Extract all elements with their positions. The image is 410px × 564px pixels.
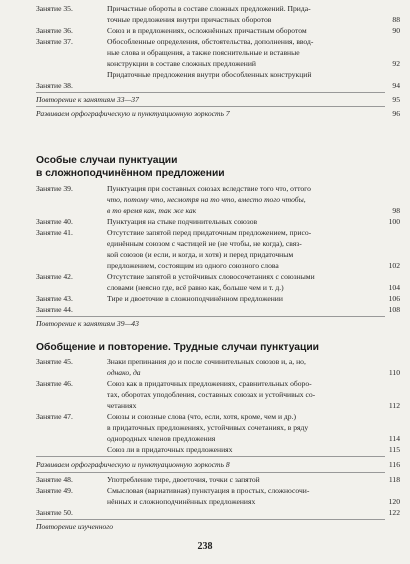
lesson-label: Занятие 50. [36,508,73,517]
page-ref: 90 [392,26,400,35]
review-title: Повторение к занятиям 33—37 [36,95,139,104]
page-ref: 118 [388,475,400,484]
page-ref: 104 [388,283,400,292]
section-heading: Обобщение и повторение. Трудные случаи пунктуации [36,342,320,353]
lesson-label: Занятие 49. [36,486,73,495]
page-ref: 114 [388,434,400,443]
page-ref: 95 [392,95,400,104]
lesson-title: Отсутствие запятой в устойчивых словосочетаниях с союзными [107,272,315,281]
lesson-label: Занятие 47. [36,412,73,421]
lesson-title: Союз ли в придаточных предложениях [107,445,233,454]
lesson-title: в придаточных предложениях, устойчивых сочетаниях, в ряду [107,423,309,432]
lesson-title: Обособленные определения, обстоятельства, дополнения, ввод- [107,37,314,46]
page-ref: 122 [388,508,400,517]
lesson-title: предложением, состоящим из одного союзного слова [107,261,279,270]
page-ref: 96 [392,109,400,118]
lesson-title: единённым союзом с частицей не (не чтобы, не когда), связ- [107,239,302,248]
lesson-label: Занятие 40. [36,217,73,226]
lesson-title: в то время как, так же как [107,206,197,215]
lesson-title: четаниях [107,401,137,410]
page-ref: 115 [388,445,400,454]
lesson-title: что, потому что, несмотря на то что, вместо того чтобы, [107,195,306,204]
lesson-label: Занятие 42. [36,272,73,281]
divider [36,472,385,473]
lesson-title: конструкции в составе сложных предложений [107,59,256,68]
divider [36,316,385,317]
lesson-title: Союз и в предложениях, осложнённых причастным оборотом [107,26,307,35]
lesson-label: Занятие 44. [36,305,73,314]
page-ref: 100 [388,217,400,226]
lesson-title: Пунктуация при составных союзах вследствие того что, оттого [107,184,311,193]
page-ref: 108 [388,305,400,314]
lesson-title: словами (неясно где, всё равно как, больше чем и т. д.) [107,283,284,292]
page-ref: 102 [388,261,400,270]
lesson-title: Смысловая (вариативная) пунктуация в простых, сложносочи- [107,486,310,495]
lesson-label: Занятие 37. [36,37,73,46]
lesson-title: однако, да [107,368,141,377]
page-ref: 106 [388,294,400,303]
page-ref: 92 [392,59,400,68]
practice-title: Развиваем орфографическую и пунктуационную зоркость 8 [36,460,230,469]
lesson-label: Занятие 43. [36,294,73,303]
lesson-title: Причастные обороты в составе сложных предложений. Прида- [107,4,311,13]
lesson-label: Занятие 48. [36,475,73,484]
lesson-title: Знаки препинания до и после сочинительных союзов и, а, но, [107,357,306,366]
page-ref: 116 [388,460,400,469]
divider [36,106,385,107]
divider [36,456,385,457]
section-heading: в сложноподчинённом предложении [36,168,225,179]
practice-title: Развиваем орфографическую и пунктуационную зоркость 7 [36,109,230,118]
section-heading: Особые случаи пунктуации [36,155,178,166]
lesson-label: Занятие 45. [36,357,73,366]
lesson-label: Занятие 39. [36,184,73,193]
page-ref: 120 [388,497,400,506]
page-ref: 98 [392,206,400,215]
page-ref: 112 [388,401,400,410]
review-title: Повторение к занятиям 39—43 [36,319,139,328]
divider [36,519,385,520]
page-ref: 94 [392,81,400,90]
lesson-label: Занятие 35. [36,4,73,13]
page-ref: 88 [392,15,400,24]
lesson-title: Пунктуация на стыке подчинительных союзов [107,217,258,226]
page-number: 238 [197,541,213,552]
lesson-title: Употребление тире, двоеточия, точки с запятой [107,475,260,484]
lesson-title: нённых и сложноподчинённых предложениях [107,497,256,506]
lesson-title: Отсутствие запятой перед придаточным предложением, присо- [107,228,312,237]
lesson-title: тах, оборотах уподобления, составных союзах и устойчивых со- [107,390,316,399]
lesson-label: Занятие 36. [36,26,73,35]
lesson-title: Союзы и союзные слова (что, если, хотя, кроме, чем и др.) [107,412,296,421]
lesson-title: точные предложения внутри причастных оборотов [107,15,272,24]
lesson-title: Союз как в придаточных предложениях, сравнительных оборо- [107,379,312,388]
divider [36,92,385,93]
lesson-label: Занятие 41. [36,228,73,237]
lesson-title: ные слова и обращения, а также пояснительные и вставные [107,48,300,57]
lesson-label: Занятие 46. [36,379,73,388]
page-ref: 110 [388,368,400,377]
lesson-title: кой союзов (и если, и когда, и хотя) и перед придаточным [107,250,294,259]
lesson-title: Придаточные предложения внутри обособленных конструкций [107,70,312,79]
review-title: Повторение изученного [36,522,114,531]
lesson-title: Тире и двоеточие в сложноподчинённом предложении [107,294,283,303]
lesson-title: однородных членов предложения [107,434,216,443]
lesson-label: Занятие 38. [36,81,73,90]
